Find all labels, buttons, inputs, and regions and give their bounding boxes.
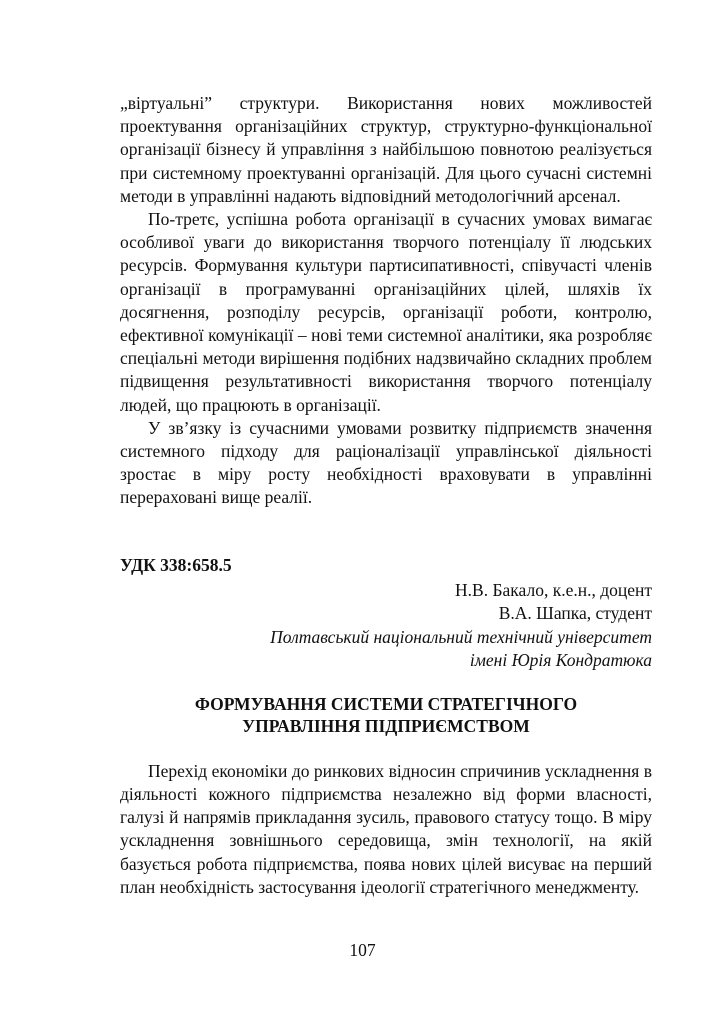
paragraph-virtual-structures: „віртуальні” структури. Використання нових можливостей проектування організаційних структур, структурно-функціональної організації бізнесу й управління з найбільшою повнотою реалізується при системному проектуванні організацій. Для цього сучасні системні методи в управлінні надають відповідний методологічний арсенал. xyxy=(120,93,652,206)
paragraph-third-point: По-третє, успішна робота організації в сучасних умовах вимагає особливої уваги до використання творчого потенціалу її людських ресурсів. Формування культури партисипативності, співучасті членів організації в програмуванні організаційних цілей, шляхів їх досягнення, розподілу ресурсів, організації роботи, контролю, ефективної комунікації – нові теми системної аналітики, яка розробляє спеціальні методи вирішення подібних надзвичайно складних проблем підвищення результативності використання творчого потенціалу людей, що працюють в організації. xyxy=(120,209,652,415)
paragraph-body-intro: Перехід економіки до ринкових відносин спричинив ускладнення в діяльності кожного підприємства незалежно від форми власності, галузі й напрямів прикладання зусиль, правового статусу тощо. В міру ускладнення зовнішнього середовища, змін технології, на якій базується робота підприємства, поява нових цілей висуває на перший план необхідність застосування ідеології стратегічного менеджменту. xyxy=(120,760,652,897)
institution-line-2: імені Юрія Кондратюка xyxy=(469,650,652,671)
paragraph-conclusion: У зв’язку із сучасними умовами розвитку підприємств значення системного підходу для раціоналізації управлінської діяльності зростає в міру росту необхідності враховувати в управлінні перераховані вище реалії. xyxy=(120,417,652,508)
author-shapka: В.А. Шапка, студент xyxy=(498,603,652,624)
article-title-line-2: УПРАВЛІННЯ ПІДПРИЄМСТВОМ xyxy=(242,716,530,737)
udk-code: УДК 338:658.5 xyxy=(120,554,232,575)
page-number: 107 xyxy=(349,940,376,960)
author-bakalo: Н.В. Бакало, к.е.н., доцент xyxy=(455,579,652,600)
document-page xyxy=(120,92,652,899)
authors-block xyxy=(120,579,652,673)
institution-line-1: Полтавський національний технічний університет xyxy=(270,626,652,647)
article-title xyxy=(120,693,652,738)
article-title-line-1: ФОРМУВАННЯ СИСТЕМИ СТРАТЕГІЧНОГО xyxy=(194,693,578,714)
